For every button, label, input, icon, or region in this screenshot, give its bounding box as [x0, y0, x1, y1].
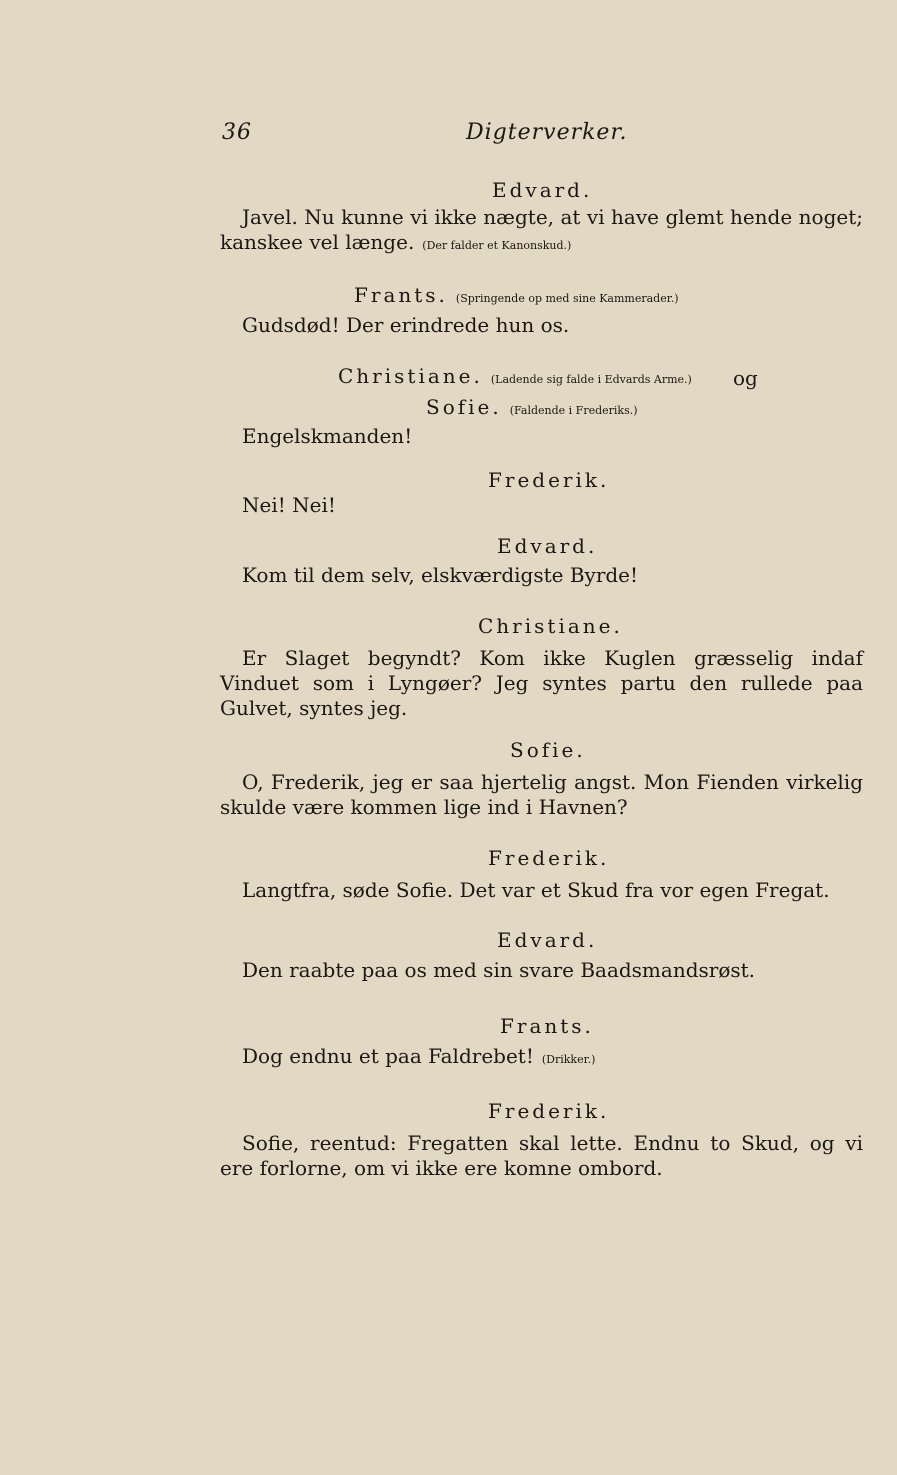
speaker-label: Sofie. — [426, 395, 502, 419]
speaker-label: Christiane. — [338, 364, 483, 388]
speaker-label: Frants. — [354, 283, 448, 307]
dialogue-line: Er Slaget begyndt? Kom ikke Kuglen græsselig indaf Vinduet som i Lyngøer? Jeg syntes partu den rullede paa Gulvet, syntes jeg. — [220, 646, 863, 720]
stage-direction: (Faldende i Frederiks.) — [509, 404, 638, 417]
speaker-name: Edvard. — [497, 534, 598, 558]
dialogue-line: Langtfra, søde Sofie. Det var et Skud fra vor egen Fregat. — [242, 878, 830, 902]
speaker-name — [338, 364, 692, 388]
dialogue-line: Kom til dem selv, elskværdigste Byrde! — [242, 563, 639, 587]
page-number: 36 — [222, 120, 252, 145]
running-title: Digterverker. — [466, 120, 628, 145]
speaker-name: Sofie. — [510, 738, 586, 762]
speaker-name: Frederik. — [488, 1099, 610, 1123]
dialogue-line: O, Frederik, jeg er saa hjertelig angst. Mon Fienden virkelig skulde være kommen lige ind i Havnen? — [220, 770, 863, 819]
dialogue-line: Dog endnu et paa Faldrebet! — [242, 1044, 534, 1068]
dialogue-line: Gudsdød! Der erindrede hun os. — [242, 313, 570, 337]
stage-direction: (Der falder et Kanonskud.) — [422, 239, 572, 252]
stage-direction: (Drikker.) — [541, 1053, 596, 1066]
dialogue-text — [220, 1044, 863, 1072]
speaker-name: Edvard. — [497, 928, 598, 952]
dialogue-line: Nei! Nei! — [242, 493, 336, 517]
conjunction: og — [733, 366, 758, 390]
speaker-name: Frants. — [500, 1014, 594, 1038]
speaker-name — [354, 283, 679, 307]
dialogue-line: Den raabte paa os med sin svare Baadsmandsrøst. — [242, 958, 756, 982]
stage-direction: (Ladende sig falde i Edvards Arme.) — [490, 373, 692, 386]
speaker-name — [426, 395, 638, 419]
dialogue-text — [220, 205, 863, 258]
dialogue-line: Sofie, reentud: Fregatten skal lette. Endnu to Skud, og vi ere forlorne, om vi ikke ere komne ombord. — [220, 1131, 863, 1180]
dialogue-line: Engelskmanden! — [242, 424, 413, 448]
speaker-name: Frederik. — [488, 846, 610, 870]
speaker-name: Edvard. — [492, 178, 593, 202]
speaker-name: Frederik. — [488, 468, 610, 492]
stage-direction: (Springende op med sine Kammerader.) — [455, 292, 679, 305]
speaker-name: Christiane. — [478, 614, 623, 638]
dialogue-line: Javel. Nu kunne vi ikke nægte, at vi have glemt hende noget; kanskee vel længe. — [220, 205, 863, 254]
